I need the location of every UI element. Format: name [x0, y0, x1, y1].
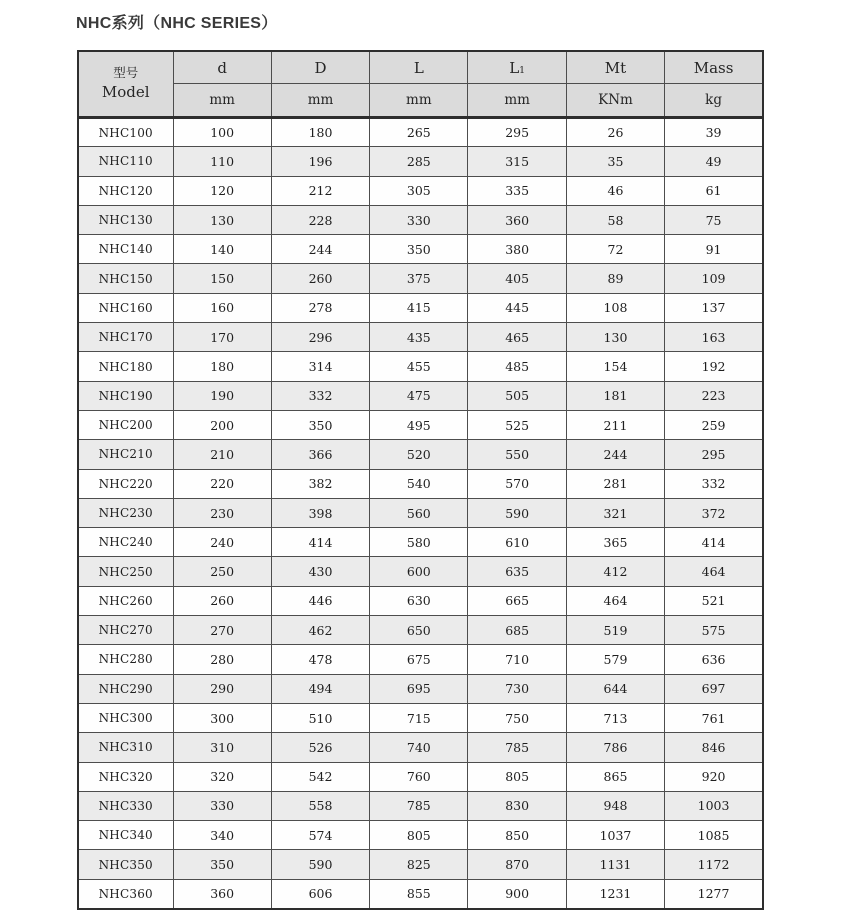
- model-cell: NHC260: [78, 586, 173, 615]
- table-body: [78, 118, 763, 909]
- value-cell: 870: [468, 850, 566, 879]
- table-row: [78, 176, 763, 205]
- value-cell: 445: [468, 293, 566, 322]
- value-cell: 196: [271, 147, 369, 176]
- table-row: [78, 147, 763, 176]
- value-cell: 1172: [665, 850, 763, 879]
- table-row: [78, 733, 763, 762]
- value-cell: 948: [566, 791, 664, 820]
- value-cell: 360: [468, 205, 566, 234]
- unit-header-L1: mm: [468, 84, 566, 118]
- header-row-units: [78, 84, 763, 118]
- table-row: [78, 586, 763, 615]
- value-cell: 462: [271, 616, 369, 645]
- col-header-Mass: Mass: [665, 51, 763, 84]
- value-cell: 259: [665, 410, 763, 439]
- model-header-zh: 型号: [113, 65, 139, 81]
- value-cell: 58: [566, 205, 664, 234]
- value-cell: 295: [665, 440, 763, 469]
- col-header-d: d: [173, 51, 271, 84]
- value-cell: 1231: [566, 879, 664, 908]
- table-row: [78, 352, 763, 381]
- table-row: [78, 557, 763, 586]
- value-cell: 250: [173, 557, 271, 586]
- table-header: [78, 51, 763, 118]
- header-row-names: [78, 51, 763, 84]
- value-cell: 260: [173, 586, 271, 615]
- model-cell: NHC310: [78, 733, 173, 762]
- value-cell: 305: [370, 176, 468, 205]
- value-cell: 1131: [566, 850, 664, 879]
- model-header: [78, 51, 173, 118]
- value-cell: 760: [370, 762, 468, 791]
- value-cell: 412: [566, 557, 664, 586]
- value-cell: 606: [271, 879, 369, 908]
- value-cell: 350: [173, 850, 271, 879]
- value-cell: 49: [665, 147, 763, 176]
- value-cell: 580: [370, 528, 468, 557]
- value-cell: 495: [370, 410, 468, 439]
- model-header-en: Model: [101, 83, 150, 102]
- value-cell: 321: [566, 498, 664, 527]
- model-cell: NHC130: [78, 205, 173, 234]
- value-cell: 137: [665, 293, 763, 322]
- value-cell: 228: [271, 205, 369, 234]
- value-cell: 220: [173, 469, 271, 498]
- value-cell: 130: [566, 323, 664, 352]
- value-cell: 375: [370, 264, 468, 293]
- table-row: [78, 410, 763, 439]
- table-row: [78, 850, 763, 879]
- model-cell: NHC140: [78, 235, 173, 264]
- value-cell: 574: [271, 821, 369, 850]
- value-cell: 805: [370, 821, 468, 850]
- model-cell: NHC360: [78, 879, 173, 908]
- value-cell: 1037: [566, 821, 664, 850]
- value-cell: 100: [173, 118, 271, 147]
- table-row: [78, 703, 763, 732]
- value-cell: 526: [271, 733, 369, 762]
- table-row: [78, 791, 763, 820]
- value-cell: 140: [173, 235, 271, 264]
- value-cell: 350: [271, 410, 369, 439]
- value-cell: 314: [271, 352, 369, 381]
- value-cell: 290: [173, 674, 271, 703]
- unit-header-L: mm: [370, 84, 468, 118]
- value-cell: 464: [566, 586, 664, 615]
- value-cell: 154: [566, 352, 664, 381]
- value-cell: 430: [271, 557, 369, 586]
- value-cell: 310: [173, 733, 271, 762]
- value-cell: 150: [173, 264, 271, 293]
- model-cell: NHC120: [78, 176, 173, 205]
- table-row: [78, 323, 763, 352]
- value-cell: 730: [468, 674, 566, 703]
- value-cell: 855: [370, 879, 468, 908]
- value-cell: 200: [173, 410, 271, 439]
- value-cell: 558: [271, 791, 369, 820]
- value-cell: 366: [271, 440, 369, 469]
- value-cell: 414: [665, 528, 763, 557]
- value-cell: 560: [370, 498, 468, 527]
- value-cell: 478: [271, 645, 369, 674]
- value-cell: 590: [468, 498, 566, 527]
- value-cell: 350: [370, 235, 468, 264]
- value-cell: 685: [468, 616, 566, 645]
- value-cell: 600: [370, 557, 468, 586]
- page-title: NHC系列（NHC SERIES）: [76, 15, 278, 32]
- value-cell: 850: [468, 821, 566, 850]
- value-cell: 280: [173, 645, 271, 674]
- value-cell: 223: [665, 381, 763, 410]
- col-header-L1-subscript: 1: [519, 64, 526, 76]
- value-cell: 230: [173, 498, 271, 527]
- value-cell: 494: [271, 674, 369, 703]
- value-cell: 415: [370, 293, 468, 322]
- value-cell: 75: [665, 205, 763, 234]
- table-row: [78, 381, 763, 410]
- value-cell: 330: [173, 791, 271, 820]
- value-cell: 211: [566, 410, 664, 439]
- unit-header-D: mm: [271, 84, 369, 118]
- value-cell: 525: [468, 410, 566, 439]
- value-cell: 320: [173, 762, 271, 791]
- value-cell: 630: [370, 586, 468, 615]
- value-cell: 335: [468, 176, 566, 205]
- model-cell: NHC320: [78, 762, 173, 791]
- value-cell: 39: [665, 118, 763, 147]
- value-cell: 265: [370, 118, 468, 147]
- table-row: [78, 674, 763, 703]
- value-cell: 109: [665, 264, 763, 293]
- value-cell: 644: [566, 674, 664, 703]
- table-row: [78, 616, 763, 645]
- model-cell: NHC180: [78, 352, 173, 381]
- model-cell: NHC350: [78, 850, 173, 879]
- value-cell: 120: [173, 176, 271, 205]
- model-cell: NHC290: [78, 674, 173, 703]
- value-cell: 35: [566, 147, 664, 176]
- value-cell: 360: [173, 879, 271, 908]
- value-cell: 163: [665, 323, 763, 352]
- value-cell: 372: [665, 498, 763, 527]
- value-cell: 464: [665, 557, 763, 586]
- value-cell: 675: [370, 645, 468, 674]
- nhc-series-table: [77, 50, 764, 910]
- value-cell: 89: [566, 264, 664, 293]
- value-cell: 130: [173, 205, 271, 234]
- value-cell: 475: [370, 381, 468, 410]
- value-cell: 1003: [665, 791, 763, 820]
- unit-header-Mt: KNm: [566, 84, 664, 118]
- value-cell: 435: [370, 323, 468, 352]
- value-cell: 665: [468, 586, 566, 615]
- table-row: [78, 264, 763, 293]
- value-cell: 212: [271, 176, 369, 205]
- value-cell: 1085: [665, 821, 763, 850]
- value-cell: 865: [566, 762, 664, 791]
- table-row: [78, 821, 763, 850]
- value-cell: 920: [665, 762, 763, 791]
- value-cell: 519: [566, 616, 664, 645]
- value-cell: 710: [468, 645, 566, 674]
- value-cell: 281: [566, 469, 664, 498]
- value-cell: 260: [271, 264, 369, 293]
- value-cell: 846: [665, 733, 763, 762]
- value-cell: 785: [468, 733, 566, 762]
- table-row: [78, 205, 763, 234]
- model-cell: NHC160: [78, 293, 173, 322]
- model-cell: NHC200: [78, 410, 173, 439]
- value-cell: 244: [566, 440, 664, 469]
- value-cell: 575: [665, 616, 763, 645]
- model-cell: NHC330: [78, 791, 173, 820]
- table-row: [78, 440, 763, 469]
- value-cell: 713: [566, 703, 664, 732]
- col-header-L: L: [370, 51, 468, 84]
- value-cell: 332: [665, 469, 763, 498]
- value-cell: 380: [468, 235, 566, 264]
- model-cell: NHC110: [78, 147, 173, 176]
- value-cell: 210: [173, 440, 271, 469]
- value-cell: 505: [468, 381, 566, 410]
- value-cell: 26: [566, 118, 664, 147]
- value-cell: 240: [173, 528, 271, 557]
- table-row: [78, 469, 763, 498]
- model-cell: NHC250: [78, 557, 173, 586]
- model-cell: NHC210: [78, 440, 173, 469]
- value-cell: 805: [468, 762, 566, 791]
- value-cell: 761: [665, 703, 763, 732]
- value-cell: 550: [468, 440, 566, 469]
- value-cell: 300: [173, 703, 271, 732]
- model-cell: NHC150: [78, 264, 173, 293]
- value-cell: 61: [665, 176, 763, 205]
- value-cell: 270: [173, 616, 271, 645]
- model-cell: NHC190: [78, 381, 173, 410]
- value-cell: 108: [566, 293, 664, 322]
- value-cell: 296: [271, 323, 369, 352]
- value-cell: 485: [468, 352, 566, 381]
- model-cell: NHC270: [78, 616, 173, 645]
- value-cell: 414: [271, 528, 369, 557]
- value-cell: 278: [271, 293, 369, 322]
- value-cell: 636: [665, 645, 763, 674]
- value-cell: 180: [271, 118, 369, 147]
- value-cell: 579: [566, 645, 664, 674]
- value-cell: 46: [566, 176, 664, 205]
- value-cell: 170: [173, 323, 271, 352]
- model-cell: NHC300: [78, 703, 173, 732]
- value-cell: 540: [370, 469, 468, 498]
- value-cell: 510: [271, 703, 369, 732]
- col-header-L1-base: L: [509, 58, 520, 77]
- table-row: [78, 498, 763, 527]
- value-cell: 365: [566, 528, 664, 557]
- value-cell: 465: [468, 323, 566, 352]
- value-cell: 382: [271, 469, 369, 498]
- value-cell: 1277: [665, 879, 763, 908]
- value-cell: 181: [566, 381, 664, 410]
- value-cell: 825: [370, 850, 468, 879]
- value-cell: 295: [468, 118, 566, 147]
- col-header-Mt: Mt: [566, 51, 664, 84]
- value-cell: 635: [468, 557, 566, 586]
- value-cell: 715: [370, 703, 468, 732]
- value-cell: 520: [370, 440, 468, 469]
- value-cell: 785: [370, 791, 468, 820]
- value-cell: 650: [370, 616, 468, 645]
- value-cell: 542: [271, 762, 369, 791]
- model-cell: NHC240: [78, 528, 173, 557]
- value-cell: 285: [370, 147, 468, 176]
- value-cell: 740: [370, 733, 468, 762]
- value-cell: 330: [370, 205, 468, 234]
- value-cell: 750: [468, 703, 566, 732]
- value-cell: 160: [173, 293, 271, 322]
- table-row: [78, 762, 763, 791]
- value-cell: 91: [665, 235, 763, 264]
- unit-header-d: mm: [173, 84, 271, 118]
- table-row: [78, 879, 763, 908]
- model-cell: NHC280: [78, 645, 173, 674]
- value-cell: 590: [271, 850, 369, 879]
- value-cell: 315: [468, 147, 566, 176]
- model-cell: NHC340: [78, 821, 173, 850]
- col-header-L1: [468, 51, 566, 84]
- value-cell: 521: [665, 586, 763, 615]
- value-cell: 695: [370, 674, 468, 703]
- value-cell: 455: [370, 352, 468, 381]
- model-cell: NHC170: [78, 323, 173, 352]
- table-row: [78, 528, 763, 557]
- value-cell: 570: [468, 469, 566, 498]
- value-cell: 900: [468, 879, 566, 908]
- unit-header-Mass: kg: [665, 84, 763, 118]
- value-cell: 830: [468, 791, 566, 820]
- table-row: [78, 118, 763, 147]
- value-cell: 192: [665, 352, 763, 381]
- value-cell: 398: [271, 498, 369, 527]
- value-cell: 190: [173, 381, 271, 410]
- value-cell: 405: [468, 264, 566, 293]
- table-row: [78, 293, 763, 322]
- value-cell: 244: [271, 235, 369, 264]
- value-cell: 180: [173, 352, 271, 381]
- value-cell: 446: [271, 586, 369, 615]
- value-cell: 72: [566, 235, 664, 264]
- value-cell: 697: [665, 674, 763, 703]
- value-cell: 332: [271, 381, 369, 410]
- model-cell: NHC230: [78, 498, 173, 527]
- table-row: [78, 645, 763, 674]
- table-row: [78, 235, 763, 264]
- value-cell: 786: [566, 733, 664, 762]
- model-cell: NHC100: [78, 118, 173, 147]
- col-header-D: D: [271, 51, 369, 84]
- model-cell: NHC220: [78, 469, 173, 498]
- value-cell: 610: [468, 528, 566, 557]
- value-cell: 110: [173, 147, 271, 176]
- value-cell: 340: [173, 821, 271, 850]
